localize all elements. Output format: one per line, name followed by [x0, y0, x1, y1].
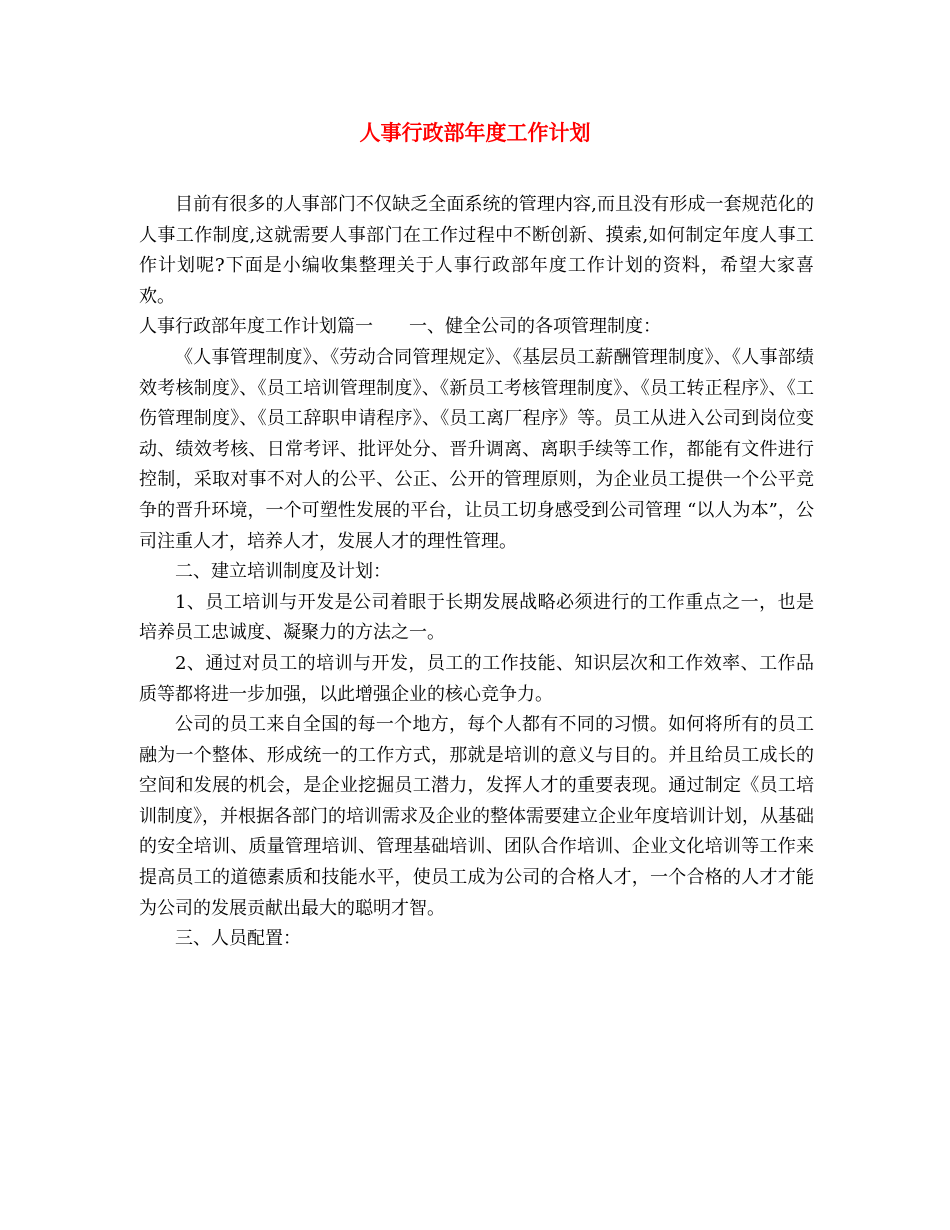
document-title: 人事行政部年度工作计划 — [359, 120, 591, 145]
paragraph-section-heading: 人事行政部年度工作计划篇一 一、健全公司的各项管理制度： — [139, 316, 661, 338]
paragraph-training-purpose: 公司的员工来自全国的每一个地方，每个人都有不同的习惯。如何将所有的员工融为一个整体、形成统一的工作方式，那就是培训的意义与目的。并且给员工成长的空间和发展的机会，是企业挖掘员工潜力，发挥人才的重要表现。通过制定《员工培训制度》，并根据各部门的培训需求及企业的整体需要建立企业年度培训计划，从基础的安全培训、质量管理培训、管理基础培训、团队合作培训、企业文化培训等工作来提高员工的道德素质和技能水平，使员工成为公司的合格人才，一个合格的人才才能为公司的发展贡献出最大的聪明才智。 — [139, 714, 814, 919]
paragraph-intro: 目前有很多的人事部门不仅缺乏全面系统的管理内容,而且没有形成一套规范化的人事工作制度,这就需要人事部门在工作过程中不断创新、摸索,如何制定年度人事工作计划呢?下面是小编收集整理关于人事行政部年度工作计划的资料，希望大家喜欢。 — [139, 194, 814, 307]
document-body — [139, 190, 814, 955]
paragraph-training-1: 1、员工培训与开发是公司着眼于长期发展战略必须进行的工作重点之一，也是培养员工忠诚度、凝聚力的方法之一。 — [139, 591, 814, 644]
paragraph-training-2: 2、通过对员工的培训与开发，员工的工作技能、知识层次和工作效率、工作品质等都将进一步加强，以此增强企业的核心竞争力。 — [139, 652, 814, 705]
paragraph-staffing-heading: 三、人员配置： — [175, 928, 301, 950]
paragraph-regulations: 《人事管理制度》、《劳动合同管理规定》、《基层员工薪酬管理制度》、《人事部绩效考核制度》、《员工培训管理制度》、《新员工考核管理制度》、《员工转正程序》、《工伤管理制度》、《员工辞职申请程序》、《员工离厂程序》等。员工从进入公司到岗位变动、绩效考核、日常考评、批评处分、晋升调离、离职手续等工作，都能有文件进行控制，采取对事不对人的公平、公正、公开的管理原则，为企业员工提供一个公平竞争的晋升环境，一个可塑性发展的平台，让员工切身感受到公司管理 “以人为本”，公司注重人才，培养人才，发展人才的理性管理。 — [139, 346, 814, 552]
paragraph-training-heading: 二、建立培训制度及计划： — [175, 561, 391, 583]
